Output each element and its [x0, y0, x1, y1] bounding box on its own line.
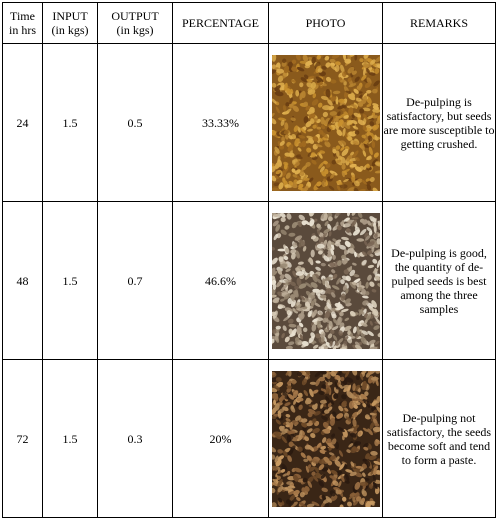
cell-percentage: 46.6% [173, 202, 269, 360]
seed-photo-pale [272, 213, 380, 349]
header-input: INPUT (in kgs) [43, 3, 98, 44]
cell-input: 1.5 [43, 360, 98, 518]
cell-output: 0.3 [98, 360, 173, 518]
cell-photo [269, 44, 383, 202]
table-row [3, 202, 496, 360]
cell-input: 1.5 [43, 202, 98, 360]
table-row [3, 44, 496, 202]
seed-photo-golden [272, 55, 380, 191]
cell-output: 0.7 [98, 202, 173, 360]
cell-percentage: 20% [173, 360, 269, 518]
seed-photo-dark [272, 371, 380, 507]
cell-photo [269, 202, 383, 360]
cell-time: 24 [3, 44, 43, 202]
cell-percentage: 33.33% [173, 44, 269, 202]
depulping-results-table [2, 2, 496, 518]
cell-remarks: De-pulping is satisfactory, but seeds are more susceptible to getting crushed. [383, 44, 496, 202]
cell-remarks: De-pulping not satisfactory, the seeds become soft and tend to form a paste. [383, 360, 496, 518]
table-row [3, 360, 496, 518]
header-remarks: REMARKS [383, 3, 496, 44]
cell-photo [269, 360, 383, 518]
header-output: OUTPUT (in kgs) [98, 3, 173, 44]
cell-input: 1.5 [43, 44, 98, 202]
cell-time: 72 [3, 360, 43, 518]
header-percentage: PERCENTAGE [173, 3, 269, 44]
cell-remarks: De-pulping is good, the quantity of de-pulped seeds is best among the three samples [383, 202, 496, 360]
cell-output: 0.5 [98, 44, 173, 202]
cell-time: 48 [3, 202, 43, 360]
seed-photo-dark [272, 371, 380, 507]
seed-photo-golden [272, 55, 380, 191]
header-time: Time in hrs [3, 3, 43, 44]
header-photo: PHOTO [269, 3, 383, 44]
seed-photo-pale [272, 213, 380, 349]
header-row [3, 3, 496, 44]
